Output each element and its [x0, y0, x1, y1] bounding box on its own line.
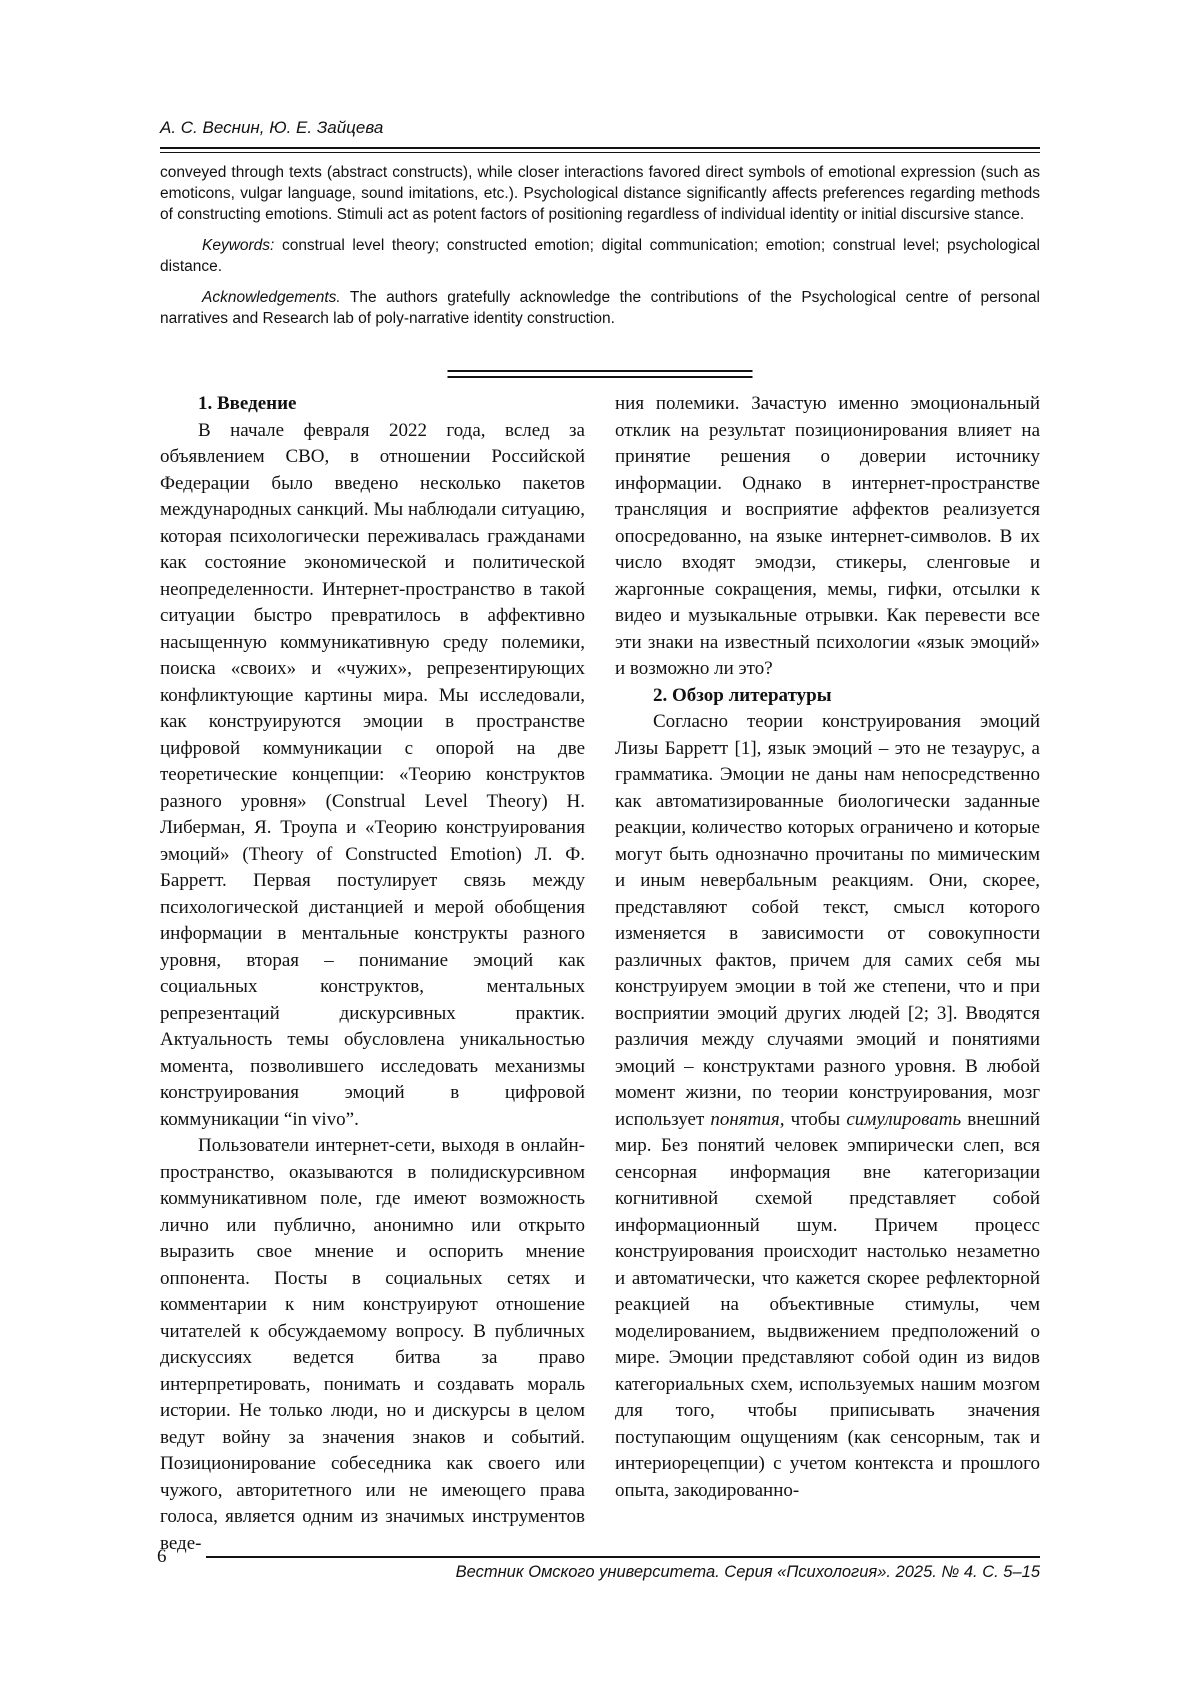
keywords-label: Keywords: — [202, 237, 275, 254]
acknowledgements-label: Acknowledgements. — [202, 289, 341, 306]
abstract-section — [160, 162, 1040, 329]
section-heading — [615, 683, 1040, 710]
text-run: 2. Обзор литературы — [653, 684, 832, 706]
footer-rule — [206, 1556, 1040, 1558]
column-left — [160, 391, 585, 1557]
emphasized-text: симулировать — [846, 1108, 962, 1130]
section-divider — [448, 370, 753, 378]
body-paragraph — [615, 709, 1040, 1504]
header-rule — [160, 147, 1040, 153]
text-run: 1. Введение — [198, 393, 297, 414]
keywords-text: construal level theory; constructed emotion; digital communication; emotion; construal level; psychological distance. — [160, 237, 1040, 275]
acknowledgements-paragraph — [160, 287, 1040, 329]
body-paragraph — [615, 391, 1040, 683]
text-run: чтобы — [784, 1108, 847, 1130]
page-number: 6 — [157, 1546, 167, 1567]
body-paragraph — [160, 418, 585, 1134]
keywords-paragraph — [160, 235, 1040, 277]
text-run: Пользователи интернет-сети, выходя в онлайн-пространство, оказываются в полидискурсивном коммуникативном поле, где имеют возможность лично или публично, анонимно или открыто выразить свое мнение и оспорить мнение оппонента. Посты в социальных сетях и комментарии к ним конструируют отношение читателей к обсуждаемому вопросу. В публичных дискуссиях ведется битва за право интерпретировать, понимать и создавать мораль истории. Не только люди, но и дискурсы в целом ведут войну за значения знаков и событий. Позиционирование собеседника как своего или чужого, авторитетного или не имеющего права голоса, является одним из значимых инструментов веде- — [160, 1135, 585, 1554]
section-heading — [160, 391, 585, 418]
text-run: В начале февраля 2022 года, вслед за объявлением СВО, в отношении Российской Федерации было введено несколько пакетов международных санкций. Мы наблюдали ситуацию, которая психологически переживалась гражданами как состояние экономической и политической неопределенности. Интернет-пространство в такой ситуации быстро превратилось в аффективно насыщенную коммуникативную среду полемики, поиска «своих» и «чужих», репрезентирующих конфликтующие картины мира. Мы исследовали, как конструируются эмоции в пространстве цифровой коммуникации с опорой на две теоретические концепции: «Теорию конструктов разного уровня» (Construal Level Theory) Н. Либерман, Я. Троупа и «Теорию конструирования эмоций» (Theory of Constructed Emotion) Л. Ф. Барретт. Первая постулирует связь между психологической дистанцией и мерой обобщения информации в ментальные конструкты разного уровня, вторая – понимание эмоций как социальных конструктов, ментальных репрезентаций дискурсивных практик. Актуальность темы обусловлена уникальностью момента, позволившего исследовать механизмы конструирования эмоций в цифровой коммуникации “in vivo”. — [160, 419, 585, 1130]
abstract-text: conveyed through texts (abstract constructs), while closer interactions favored direct symbols of emotional expression (such as emoticons, vulgar language, sound imitations, etc.). Psychological distance significantly affects preferences regarding methods of constructing emotions. Stimuli act as potent factors of positioning regardless of individual identity or initial discursive stance. — [160, 164, 1040, 223]
text-run: внешний мир. Без понятий человек эмпирически слеп, вся сенсорная информация вне категоризации когнитивной схемой представляет собой информационный шум. Причем процесс конструирования происходит настолько незаметно и автоматически, что кажется скорее рефлекторной реакцией на объективные стимулы, чем моделированием, выдвижением предположений о мире. Эмоции представляют собой один из видов категориальных схем, используемых нашим мозгом для того, чтобы приписывать значения поступающим ощущениям (как сенсорным, так и интериорецепции) с учетом контекста и прошлого опыта, закодированно- — [615, 1108, 1040, 1501]
article-body — [160, 391, 1040, 1557]
emphasized-text: понятия, — [710, 1108, 785, 1130]
text-run: ния полемики. Зачастую именно эмоциональный отклик на результат позиционирования влияет на принятие решения о доверии источнику информации. Однако в интернет-пространстве трансляция и восприятие аффектов реализуется опосредованно, на языке интернет-символов. В их число входят эмодзи, стикеры, сленговые и жаргонные сокращения, мемы, гифки, отсылки к видео и музыкальные отрывки. Как перевести все эти знаки на известный психологии «язык эмоций» и возможно ли это? — [615, 393, 1040, 679]
acknowledgements-text: The authors gratefully acknowledge the contributions of the Psychological centre of personal narratives and Research lab of poly-narrative identity construction. — [160, 289, 1040, 327]
text-run: Согласно теории конструирования эмоций Лизы Барретт [1], язык эмоций – это не тезаурус, а грамматика. Эмоции не даны нам непосредственно как автоматизированные биологически заданные реакции, количество которых ограничено и которые могут быть однозначно прочитаны по мимическим и иным невербальным реакциям. Они, скорее, представляют собой текст, смысл которого изменяется в зависимости от совокупности различных фактов, причем для самих себя мы конструируем эмоции в той же степени, что и при восприятии эмоций других людей [2; 3]. Вводятся различия между случаями эмоций и понятиями эмоций – конструктами разного уровня. В любой момент жизни, по теории конструирования, мозг использует — [615, 711, 1040, 1130]
journal-citation: Вестник Омского университета. Серия «Психология». 2025. № 4. С. 5–15 — [455, 1563, 1040, 1581]
body-paragraph — [160, 1133, 585, 1557]
column-right — [615, 391, 1040, 1557]
running-head: А. С. Веснин, Ю. Е. Зайцева — [160, 118, 384, 137]
